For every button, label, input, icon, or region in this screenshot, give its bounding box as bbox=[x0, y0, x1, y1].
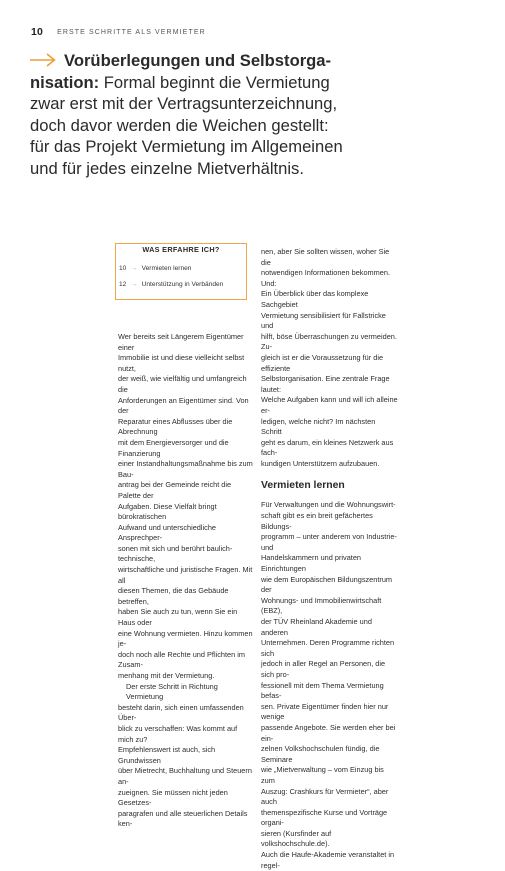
toc-item[interactable]: 12 → Unterstützung in Verbänden bbox=[119, 281, 224, 288]
text-line: paragrafen und alle steuerlichen Details ken- bbox=[118, 808, 248, 829]
text-line: programm – unter anderem von Industrie- und bbox=[261, 532, 397, 552]
text-line: fessionell mit dem Thema Vermietung befas- bbox=[261, 680, 384, 701]
right-paragraph-2 bbox=[261, 500, 398, 871]
text-line: gleich ist er die Voraussetzung für die effiziente bbox=[261, 352, 384, 373]
text-line: einer Instandhaltungsmaßnahme bis zum Bau- bbox=[118, 459, 253, 479]
text-line: sieren (Kursfinder auf volkshochschule.de). bbox=[261, 828, 332, 849]
text-line: Auch die Haufe-Akademie veranstaltet in regel- bbox=[261, 850, 395, 870]
arrow-right-icon: → bbox=[131, 265, 138, 272]
text-line: Aufgaben. Diese Vielfalt bringt bürokratischen bbox=[118, 501, 217, 522]
text-line: antrag bei der Gemeinde reicht die Palette der bbox=[118, 480, 232, 500]
text-line: der weiß, wie vielfältig und umfangreich die bbox=[118, 374, 247, 394]
text-line: geht es darum, ein kleines Netzwerk aus fach- bbox=[261, 437, 394, 458]
page-number: 10 bbox=[31, 26, 44, 38]
text-line: kundigen Unterstützern aufzubauen. bbox=[261, 458, 380, 468]
left-paragraph-2 bbox=[118, 682, 253, 830]
toc-box-title: WAS ERFAHRE ICH? bbox=[137, 245, 224, 254]
intro-bold-lead: Vorüberlegungen und Selbstorga- bbox=[64, 51, 332, 70]
intro-line-1 bbox=[30, 50, 480, 72]
text-line: doch noch alle Rechte und Pflichten im Zusam- bbox=[118, 649, 245, 670]
text-line: über Mietrecht, Buchhaltung und Steuern an- bbox=[118, 766, 252, 786]
text-line: Handelskammern und privaten Einrichtungen bbox=[261, 553, 362, 574]
intro-paragraph bbox=[30, 50, 480, 180]
intro-line-5: für das Projekt Vermietung im Allgemeinen bbox=[30, 137, 343, 157]
arrow-right-icon bbox=[30, 50, 64, 72]
text-line: Unternehmen. Deren Programme richten sich bbox=[261, 638, 395, 658]
text-line: der TÜV Rheinland Akademie und anderen bbox=[261, 617, 372, 637]
text-line: jedoch in aller Regel an Personen, die sich pro- bbox=[261, 659, 386, 679]
text-line: Für Verwaltungen und die Wohnungswirt- bbox=[261, 500, 396, 510]
text-line: sonen mit sich und berührt baulich-technische, bbox=[118, 543, 233, 564]
text-line: wie „Mietverwaltung – vom Einzug bis zum bbox=[261, 765, 384, 785]
page-header bbox=[31, 26, 206, 38]
toc-box bbox=[115, 243, 247, 300]
text-line: notwendigen Informationen bekommen. Und: bbox=[261, 268, 391, 288]
text-line: diesen Themen, die das Gebäude betreffen, bbox=[118, 586, 229, 606]
text-line: zueignen. Sie müssen nicht jeden Gesetzes- bbox=[118, 787, 228, 808]
section-heading: Vermieten lernen bbox=[261, 480, 345, 492]
text-line: blick zu verschaffen: Was kommt auf mich zu? bbox=[118, 723, 238, 744]
text-line: passende Angebote. Sie werden eher bei ein- bbox=[261, 722, 396, 743]
intro-line-4: doch davor werden die Weichen gestellt: bbox=[30, 115, 329, 135]
text-line: hilft, böse Überraschungen zu vermeiden. Zu- bbox=[261, 331, 397, 352]
intro-line-6: und für jedes einzelne Mietverhältnis. bbox=[30, 158, 304, 178]
text-line: menhang mit der Vermietung. bbox=[118, 671, 215, 680]
text-line: Reparatur eines Abflusses über die Abrechnung bbox=[118, 416, 233, 437]
toc-item[interactable]: 10 → Vermieten lernen bbox=[119, 265, 192, 272]
text-line: ledigen, welche nicht? Im nächsten Schritt bbox=[261, 416, 376, 437]
text-line: haben Sie auch zu tun, wenn Sie ein Haus oder bbox=[118, 607, 238, 628]
right-paragraph-1 bbox=[261, 247, 398, 469]
text-line: sen. Private Eigentümer finden hier nur wenige bbox=[261, 701, 389, 722]
left-column bbox=[118, 332, 253, 830]
text-line: Aufwand und unterschiedliche Ansprechper- bbox=[118, 522, 216, 543]
text-line: mit dem Energieversorger und die Finanzierung bbox=[118, 437, 229, 458]
text-line: themenspezifische Kurse und Vorträge organi- bbox=[261, 807, 388, 828]
intro-line-3: zwar erst mit der Vertragsunterzeichnung, bbox=[30, 94, 338, 114]
text-line: wie dem Europäischen Bildungszentrum der bbox=[261, 574, 393, 595]
left-paragraph-1 bbox=[118, 332, 253, 682]
text-line: Auszug: Crashkurs für Vermieter“, aber auch bbox=[261, 786, 389, 807]
text-line: Selbstorganisation. Eine zentrale Frage lautet: bbox=[261, 374, 390, 394]
text-line: Der erste Schritt in Richtung Vermietung bbox=[126, 681, 218, 702]
text-line: Wer bereits seit Längerem Eigentümer einer bbox=[118, 332, 244, 352]
text-line: Anforderungen an Eigentümer sind. Von der bbox=[118, 395, 249, 416]
intro-line-2: nisation: Formal beginnt die Vermietung bbox=[30, 72, 330, 92]
text-line: Vermietung sensibilisiert für Fallstricke und bbox=[261, 310, 386, 331]
text-line: Immobilie ist und diese vielleicht selbst nutzt, bbox=[118, 353, 245, 373]
text-line: zelnen Volkshochschulen fündig, die Seminare bbox=[261, 744, 380, 764]
text-line: besteht darin, sich einen umfassenden Über- bbox=[118, 702, 244, 723]
text-line: nen, aber Sie sollten wissen, woher Sie die bbox=[261, 247, 390, 267]
text-line: Empfehlenswert ist auch, sich Grundwissen bbox=[118, 745, 216, 765]
right-column bbox=[261, 247, 398, 871]
text-line: wirtschaftliche und juristische Fragen. Mit all bbox=[118, 565, 253, 585]
text-line: Ein Überblick über das komplexe Sachgebiet bbox=[261, 289, 369, 309]
text-line: eine Wohnung vermieten. Hinzu kommen je- bbox=[118, 628, 253, 649]
text-line: Wohnungs- und Immobilienwirtschaft (EBZ), bbox=[261, 595, 382, 616]
text-line: Welche Aufgaben kann und will ich alleine er- bbox=[261, 395, 398, 415]
arrow-right-icon: → bbox=[131, 281, 138, 288]
text-line: schaft gibt es ein breit gefächertes Bildungs- bbox=[261, 511, 373, 531]
running-head: ERSTE SCHRITTE ALS VERMIETER bbox=[57, 28, 206, 36]
